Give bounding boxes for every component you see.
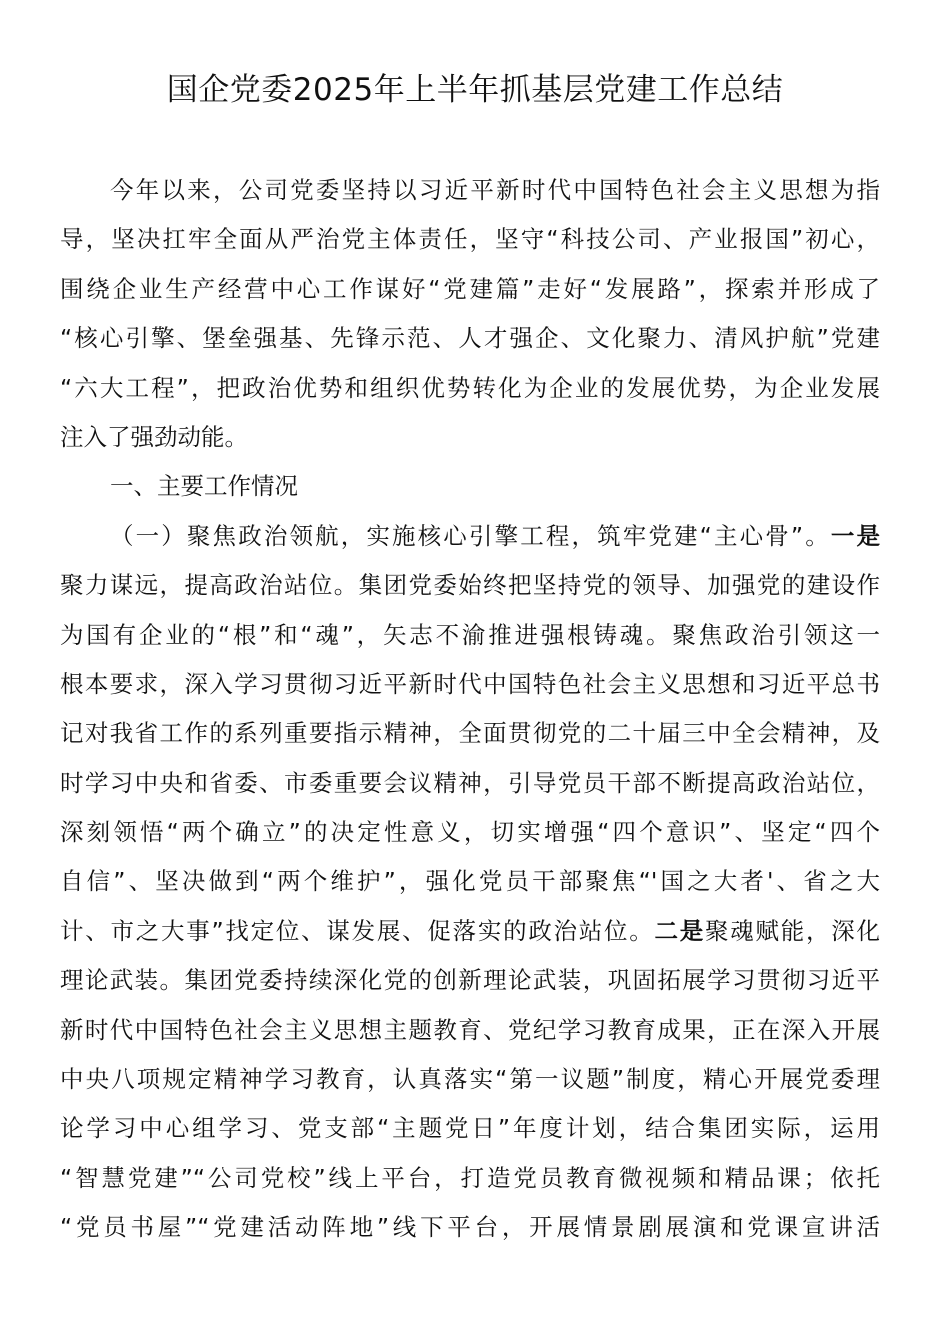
paragraph-line [60,907,880,956]
subsection-heading-line [60,512,880,561]
paragraph-line: 时学习中央和省委、市委重要会议精神，引导党员干部不断提高政治站位， [60,768,880,797]
paragraph-line: 新时代中国特色社会主义思想主题教育、党纪学习教育成果，正在深入开展 [60,1015,880,1044]
paragraph-line: 记对我省工作的系列重要指示精神，全面贯彻党的二十届三中全会精神，及 [60,719,880,748]
paragraph-line: “六大工程”，把政治优势和组织优势转化为企业的发展优势，为企业发展 [60,373,880,402]
paragraph-line: 深刻领悟“两个确立”的决定性意义，切实增强“四个意识”、坚定“四个 [60,818,880,847]
paragraph-line: 注入了强劲动能。 [60,422,248,451]
paragraph-line: 今年以来，公司党委坚持以习近平新时代中国特色社会主义思想为指 [110,176,880,204]
paragraph-text: 聚魂赋能，深化 [705,916,880,945]
paragraph-line: 中央八项规定精神学习教育，认真落实“第一议题”制度，精心开展党委理 [60,1065,880,1094]
subsection-heading: （一）聚焦政治领航，实施核心引擎工程，筑牢党建“主心骨”。 [110,521,831,550]
paragraph-line: 自信”、坚决做到“两个维护”，强化党员干部聚焦“'国之大者'、省之大 [60,867,880,896]
paragraph-line: 为国有企业的“根”和“魂”，矢志不渝推进强根铸魂。聚焦政治引领这一 [60,620,880,649]
paragraph-line: “核心引擎、堡垒强基、先锋示范、人才强企、文化聚力、清风护航”党建 [60,324,880,353]
point-marker: 一是 [830,521,880,550]
paragraph-line: 理论武装。集团党委持续深化党的创新理论武装，巩固拓展学习贯彻习近平 [60,966,880,995]
point-marker: 二是 [654,916,706,945]
document-body [60,166,880,1253]
section-heading: 一、主要工作情况 [110,472,298,501]
paragraph-line: 根本要求，深入学习贯彻习近平新时代中国特色社会主义思想和习近平总书 [60,669,880,698]
paragraph-line: 论学习中心组学习、党支部“主题党日”年度计划，结合集团实际，运用 [60,1114,880,1143]
document-title: 国企党委2025年上半年抓基层党建工作总结 [166,72,784,108]
paragraph-line: “党员书屋”“党建活动阵地”线下平台，开展情景剧展演和党课宣讲活 [60,1213,880,1242]
paragraph-line: 聚力谋远，提高政治站位。集团党委始终把坚持党的领导、加强党的建设作 [60,571,880,600]
paragraph-line: 围绕企业生产经营中心工作谋好“党建篇”走好“发展路”，探索并形成了 [60,274,880,303]
paragraph-line: 导，坚决扛牢全面从严治党主体责任，坚守“科技公司、产业报国”初心， [60,225,880,254]
paragraph-line: “智慧党建”“公司党校”线上平台，打造党员教育微视频和精品课；依托 [60,1163,880,1192]
paragraph-text: 计、市之大事”找定位、谋发展、促落实的政治站位。 [60,916,655,945]
